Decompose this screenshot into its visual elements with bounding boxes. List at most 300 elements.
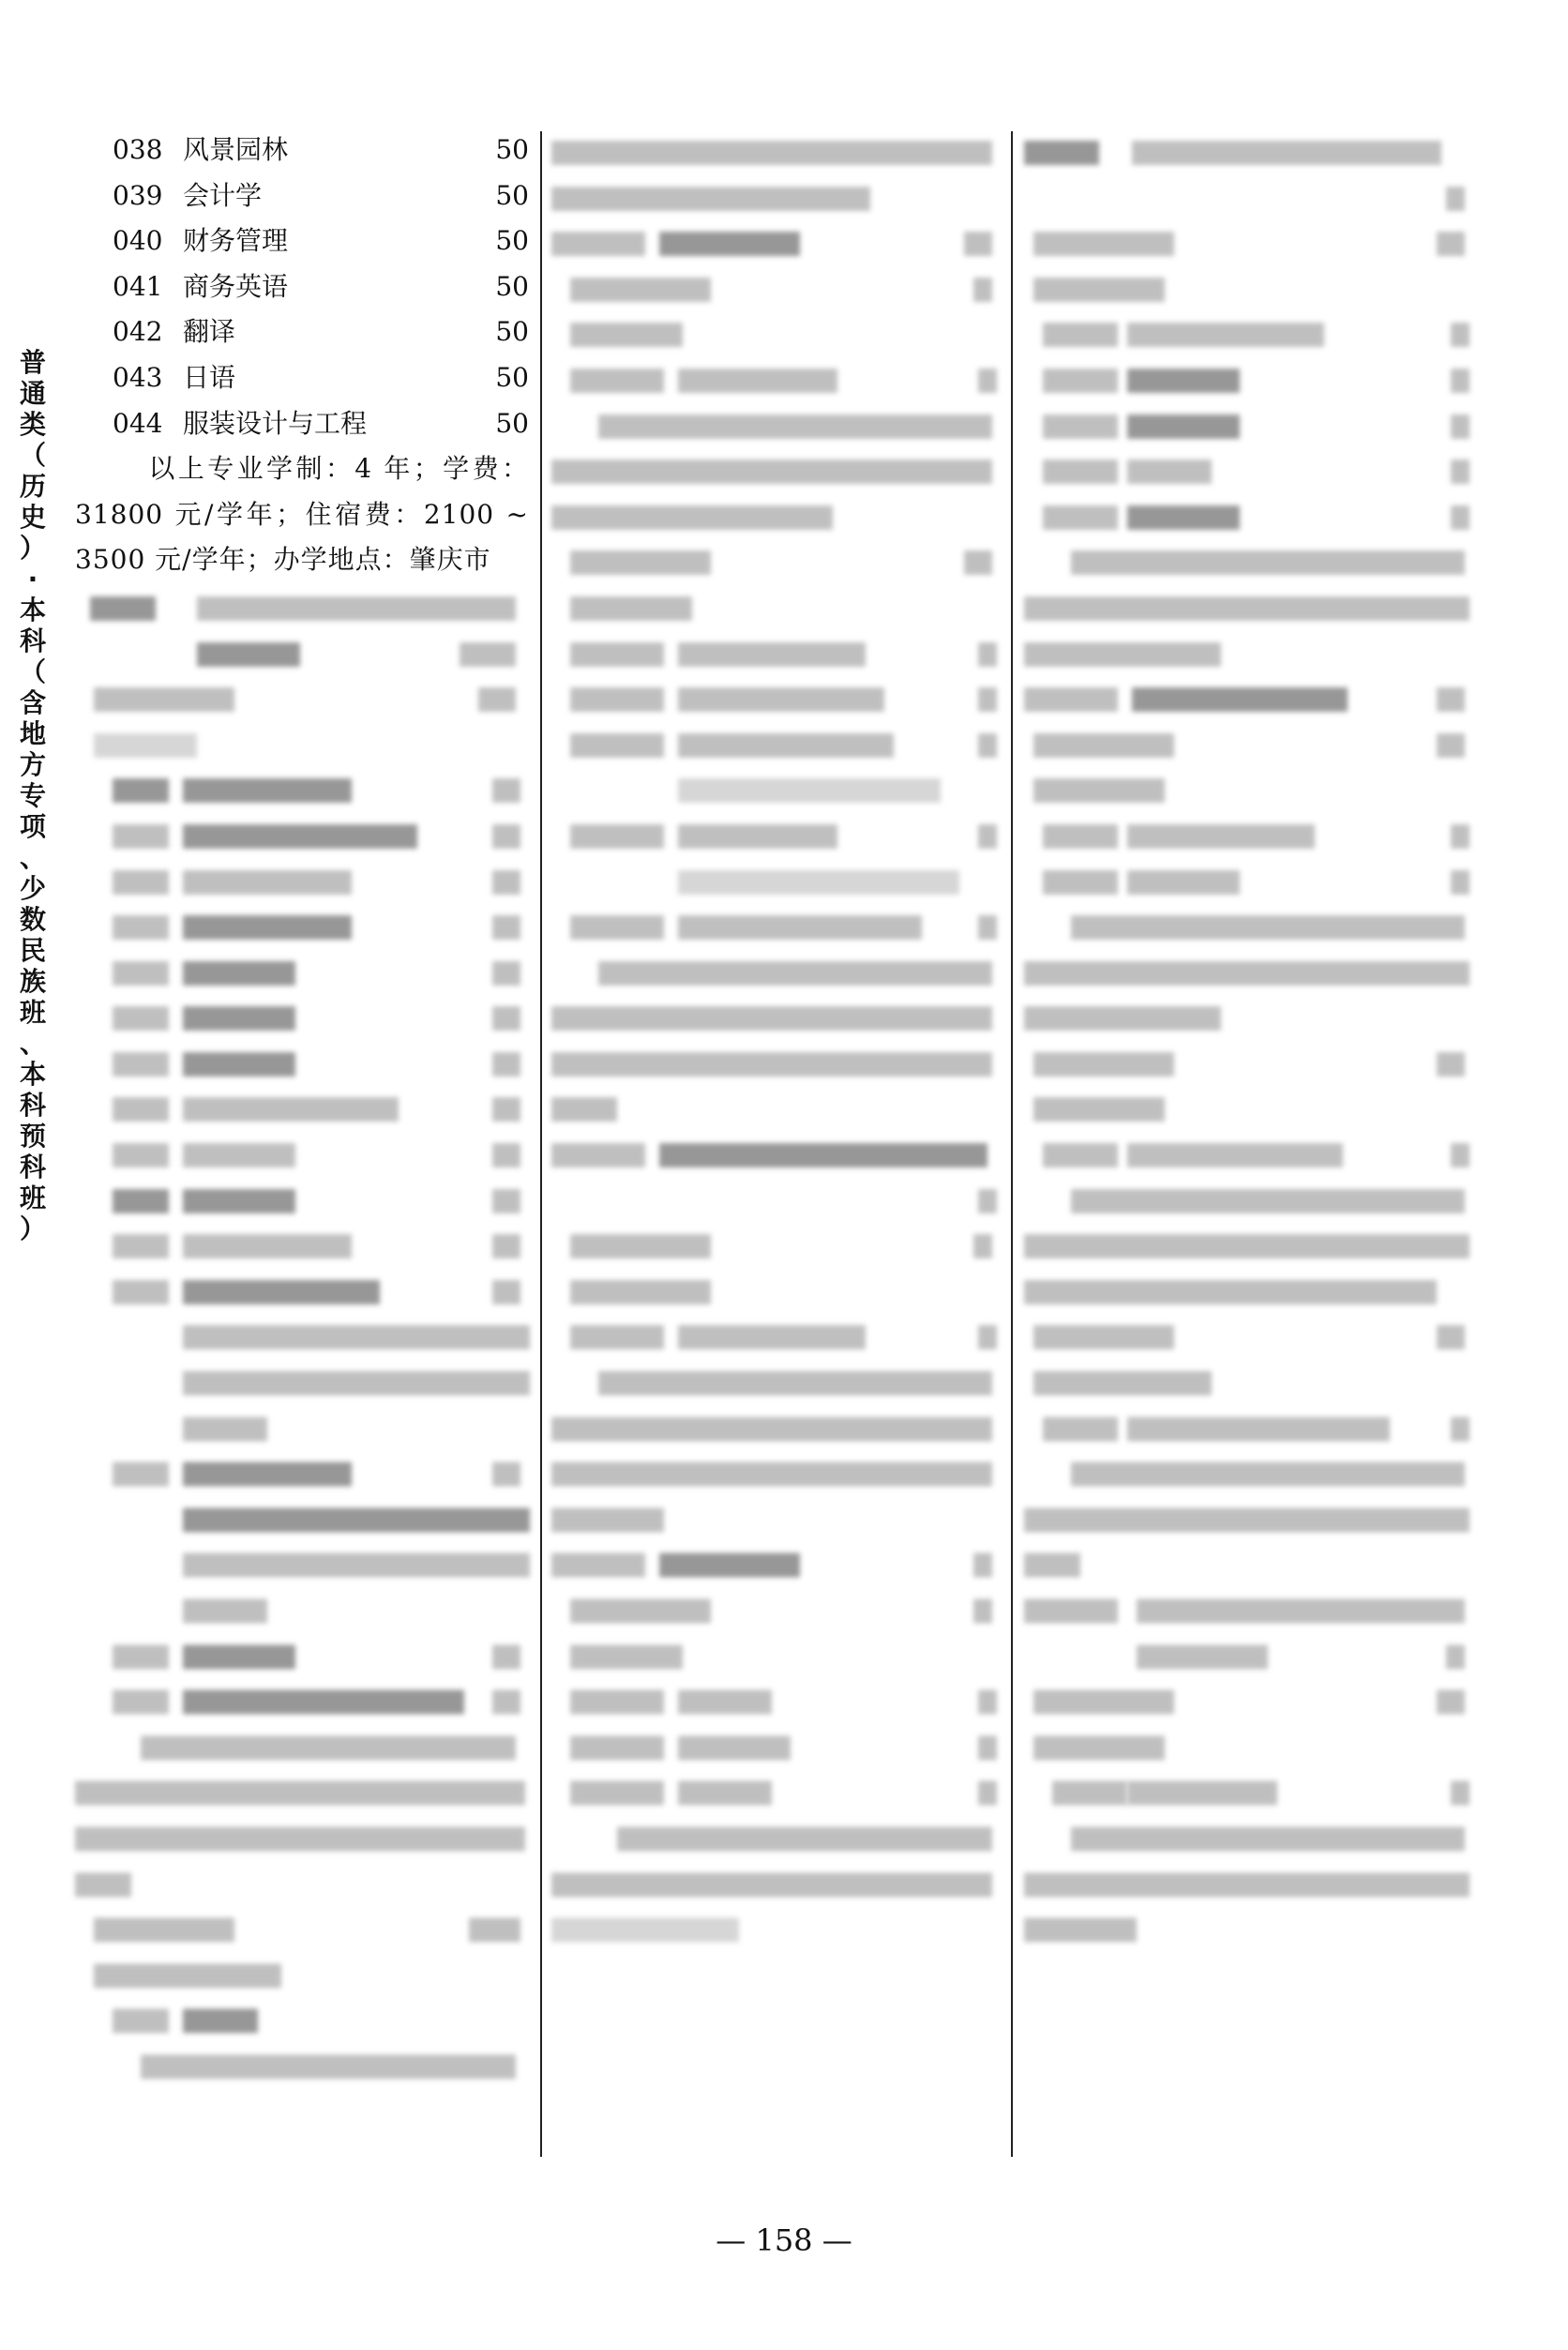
redacted-block bbox=[1137, 1645, 1268, 1669]
redacted-block bbox=[1024, 1873, 1470, 1897]
column-right bbox=[1024, 128, 1474, 1951]
redacted-block bbox=[570, 1736, 664, 1760]
redacted-block bbox=[570, 1234, 711, 1258]
redacted-block bbox=[492, 824, 520, 849]
redacted-block bbox=[113, 1097, 169, 1122]
redacted-line bbox=[75, 1723, 529, 1769]
redacted-block bbox=[1451, 459, 1470, 484]
redacted-line bbox=[1024, 264, 1474, 310]
redacted-block bbox=[1033, 1736, 1165, 1760]
redacted-block bbox=[1451, 1417, 1470, 1441]
program-note-text: 以上专业学制：4 年；学费：31800 元/学年；住宿费：2100 ~ 3500 元/学年；办学地点：肇庆市 bbox=[75, 453, 529, 576]
redacted-block bbox=[1451, 414, 1470, 439]
redacted-block bbox=[678, 778, 941, 803]
redacted-line bbox=[551, 173, 998, 219]
redacted-block bbox=[113, 824, 169, 849]
redacted-line bbox=[1024, 309, 1474, 355]
redacted-block bbox=[1024, 961, 1470, 986]
redacted-block bbox=[1033, 1052, 1174, 1077]
redacted-block bbox=[183, 2009, 258, 2033]
redacted-block bbox=[113, 961, 169, 986]
redacted-block bbox=[460, 642, 516, 667]
redacted-line bbox=[551, 1768, 998, 1814]
major-name: 日语 bbox=[183, 361, 236, 393]
major-row bbox=[75, 218, 529, 264]
redacted-block bbox=[1451, 1781, 1470, 1805]
redacted-block bbox=[551, 1553, 645, 1577]
major-code: 039 bbox=[113, 179, 163, 211]
redacted-block bbox=[113, 1234, 169, 1258]
redacted-line bbox=[551, 765, 998, 811]
redacted-block bbox=[1033, 733, 1174, 758]
redacted-block bbox=[113, 1143, 169, 1167]
redacted-block bbox=[113, 1690, 169, 1714]
redacted-line bbox=[1024, 765, 1474, 811]
redacted-block bbox=[1043, 369, 1118, 393]
redacted-block bbox=[551, 1417, 992, 1441]
redacted-content bbox=[75, 583, 529, 2087]
redacted-block bbox=[1033, 1325, 1174, 1349]
redacted-block bbox=[113, 915, 169, 940]
program-note bbox=[75, 446, 529, 583]
redacted-block bbox=[598, 414, 992, 439]
redacted-line bbox=[75, 583, 529, 629]
redacted-content bbox=[1024, 128, 1474, 1951]
redacted-line bbox=[551, 1404, 998, 1450]
redacted-block bbox=[1033, 1371, 1212, 1395]
redacted-block bbox=[1071, 915, 1465, 940]
redacted-block bbox=[1033, 1690, 1174, 1714]
redacted-block bbox=[183, 1462, 352, 1486]
redacted-block bbox=[973, 1553, 992, 1577]
redacted-block bbox=[570, 915, 664, 940]
redacted-block bbox=[1127, 505, 1240, 530]
redacted-block bbox=[113, 1052, 169, 1077]
redacted-line bbox=[75, 629, 529, 675]
major-count: 50 bbox=[495, 407, 529, 439]
redacted-line bbox=[1024, 720, 1474, 766]
redacted-block bbox=[492, 1189, 520, 1213]
redacted-block bbox=[978, 1690, 997, 1714]
redacted-block bbox=[551, 141, 992, 165]
redacted-line bbox=[551, 1312, 998, 1358]
redacted-block bbox=[973, 1234, 992, 1258]
redacted-block bbox=[1043, 459, 1118, 484]
redacted-block bbox=[551, 1873, 992, 1897]
redacted-line bbox=[551, 1723, 998, 1769]
redacted-block bbox=[1043, 1417, 1118, 1441]
redacted-block bbox=[492, 1234, 520, 1258]
redacted-block bbox=[617, 1827, 992, 1851]
major-row bbox=[75, 355, 529, 401]
redacted-block bbox=[678, 1690, 772, 1714]
redacted-block bbox=[1132, 141, 1441, 165]
major-code: 040 bbox=[113, 225, 163, 257]
redacted-block bbox=[94, 1918, 234, 1942]
redacted-line bbox=[551, 857, 998, 903]
redacted-block bbox=[551, 232, 645, 256]
redacted-line bbox=[75, 1632, 529, 1678]
redacted-block bbox=[1033, 278, 1165, 302]
redacted-block bbox=[113, 1006, 169, 1031]
redacted-block bbox=[1127, 414, 1240, 439]
redacted-block bbox=[1437, 1690, 1465, 1714]
redacted-block bbox=[1043, 870, 1118, 895]
redacted-block bbox=[978, 1781, 997, 1805]
redacted-block bbox=[183, 824, 417, 849]
redacted-line bbox=[1024, 1267, 1474, 1313]
redacted-block bbox=[183, 1599, 267, 1623]
redacted-block bbox=[183, 1325, 530, 1349]
redacted-line bbox=[1024, 1176, 1474, 1222]
redacted-block bbox=[1024, 642, 1221, 667]
redacted-block bbox=[570, 1781, 664, 1805]
redacted-block bbox=[570, 369, 664, 393]
redacted-line bbox=[1024, 446, 1474, 492]
major-count: 50 bbox=[495, 361, 529, 393]
redacted-line bbox=[75, 674, 529, 720]
redacted-block bbox=[492, 1143, 520, 1167]
redacted-block bbox=[492, 961, 520, 986]
redacted-block bbox=[90, 596, 156, 621]
redacted-line bbox=[1024, 1677, 1474, 1723]
major-name: 财务管理 bbox=[183, 225, 289, 257]
redacted-block bbox=[570, 323, 683, 347]
redacted-line bbox=[551, 1267, 998, 1313]
redacted-block bbox=[183, 1143, 295, 1167]
major-row bbox=[75, 173, 529, 219]
redacted-block bbox=[478, 687, 516, 712]
redacted-block bbox=[183, 1006, 295, 1031]
redacted-block bbox=[1071, 1189, 1465, 1213]
redacted-block bbox=[469, 1918, 520, 1942]
redacted-line bbox=[551, 1677, 998, 1723]
redacted-line bbox=[551, 1221, 998, 1267]
redacted-line bbox=[75, 1540, 529, 1586]
redacted-line bbox=[551, 1084, 998, 1130]
redacted-block bbox=[678, 870, 959, 895]
redacted-block bbox=[570, 1325, 664, 1349]
redacted-block bbox=[1127, 1417, 1390, 1441]
redacted-block bbox=[183, 1280, 380, 1304]
redacted-line bbox=[551, 583, 998, 629]
redacted-block bbox=[1127, 323, 1324, 347]
column-left bbox=[75, 128, 529, 2087]
redacted-block bbox=[973, 278, 992, 302]
redacted-block bbox=[1451, 870, 1470, 895]
redacted-line bbox=[75, 1084, 529, 1130]
redacted-block bbox=[551, 1508, 664, 1532]
redacted-block bbox=[978, 687, 997, 712]
redacted-line bbox=[551, 537, 998, 583]
redacted-block bbox=[492, 1052, 520, 1077]
redacted-line bbox=[1024, 1221, 1474, 1267]
redacted-line bbox=[75, 948, 529, 994]
redacted-line bbox=[551, 401, 998, 447]
redacted-block bbox=[1127, 1781, 1277, 1805]
redacted-line bbox=[551, 948, 998, 994]
redacted-block bbox=[75, 1781, 525, 1805]
redacted-line bbox=[75, 1449, 529, 1495]
redacted-block bbox=[1451, 824, 1470, 849]
redacted-block bbox=[598, 961, 992, 986]
redacted-line bbox=[551, 1130, 998, 1176]
redacted-line bbox=[551, 629, 998, 675]
redacted-block bbox=[551, 1918, 739, 1942]
redacted-block bbox=[1024, 141, 1099, 165]
redacted-block bbox=[1024, 1599, 1118, 1623]
redacted-block bbox=[570, 824, 664, 849]
redacted-line bbox=[75, 1586, 529, 1632]
redacted-block bbox=[492, 1645, 520, 1669]
redacted-block bbox=[551, 1006, 992, 1031]
redacted-block bbox=[183, 1052, 295, 1077]
redacted-block bbox=[1033, 1097, 1165, 1122]
column-divider bbox=[1011, 131, 1013, 2157]
redacted-line bbox=[1024, 1586, 1474, 1632]
redacted-line bbox=[1024, 128, 1474, 173]
redacted-line bbox=[1024, 583, 1474, 629]
redacted-block bbox=[492, 1280, 520, 1304]
redacted-block bbox=[1033, 778, 1165, 803]
redacted-block bbox=[964, 550, 992, 575]
redacted-line bbox=[75, 1312, 529, 1358]
redacted-block bbox=[183, 1234, 352, 1258]
redacted-block bbox=[1451, 1143, 1470, 1167]
redacted-block bbox=[113, 870, 169, 895]
redacted-block bbox=[492, 1006, 520, 1031]
redacted-line bbox=[1024, 1312, 1474, 1358]
redacted-line bbox=[1024, 1905, 1474, 1951]
major-code: 042 bbox=[113, 316, 163, 348]
redacted-line bbox=[1024, 401, 1474, 447]
redacted-block bbox=[113, 1280, 169, 1304]
redacted-block bbox=[570, 596, 692, 621]
redacted-line bbox=[1024, 1084, 1474, 1130]
redacted-block bbox=[678, 1736, 791, 1760]
redacted-block bbox=[94, 733, 197, 758]
redacted-line bbox=[1024, 1449, 1474, 1495]
redacted-block bbox=[570, 1645, 683, 1669]
major-name: 会计学 bbox=[183, 179, 263, 211]
redacted-block bbox=[1437, 1325, 1465, 1349]
redacted-block bbox=[1451, 505, 1470, 530]
redacted-line bbox=[551, 1814, 998, 1860]
redacted-block bbox=[964, 232, 992, 256]
redacted-line bbox=[75, 993, 529, 1039]
redacted-block bbox=[1446, 1645, 1465, 1669]
redacted-line bbox=[1024, 1130, 1474, 1176]
redacted-block bbox=[113, 1462, 169, 1486]
redacted-block bbox=[570, 1280, 711, 1304]
redacted-line bbox=[75, 1860, 529, 1906]
redacted-block bbox=[1024, 1234, 1470, 1258]
redacted-block bbox=[492, 915, 520, 940]
major-row bbox=[75, 128, 529, 173]
redacted-block bbox=[551, 505, 833, 530]
redacted-block bbox=[1052, 1781, 1127, 1805]
redacted-block bbox=[75, 1827, 525, 1851]
redacted-block bbox=[978, 1736, 997, 1760]
redacted-block bbox=[1033, 232, 1174, 256]
redacted-block bbox=[141, 1736, 516, 1760]
redacted-line bbox=[1024, 902, 1474, 948]
redacted-line bbox=[75, 1905, 529, 1951]
redacted-line bbox=[1024, 173, 1474, 219]
redacted-block bbox=[94, 1964, 281, 1988]
redacted-block bbox=[183, 1371, 530, 1395]
redacted-line bbox=[551, 1540, 998, 1586]
redacted-line bbox=[551, 811, 998, 857]
redacted-block bbox=[659, 1553, 800, 1577]
redacted-block bbox=[492, 1097, 520, 1122]
redacted-block bbox=[492, 1462, 520, 1486]
redacted-block bbox=[492, 1690, 520, 1714]
redacted-line bbox=[1024, 1814, 1474, 1860]
major-count: 50 bbox=[495, 134, 529, 165]
redacted-line bbox=[1024, 1358, 1474, 1404]
redacted-line bbox=[75, 902, 529, 948]
redacted-block bbox=[978, 642, 997, 667]
redacted-block bbox=[570, 278, 711, 302]
redacted-block bbox=[659, 1143, 988, 1167]
redacted-block bbox=[183, 870, 352, 895]
redacted-block bbox=[113, 778, 169, 803]
redacted-block bbox=[1127, 369, 1240, 393]
redacted-block bbox=[183, 915, 352, 940]
redacted-line bbox=[551, 1905, 998, 1951]
redacted-block bbox=[183, 1189, 295, 1213]
redacted-line bbox=[75, 1677, 529, 1723]
major-count: 50 bbox=[495, 316, 529, 348]
redacted-line bbox=[551, 1176, 998, 1222]
redacted-block bbox=[1024, 1918, 1137, 1942]
major-code: 041 bbox=[113, 270, 163, 302]
redacted-line bbox=[75, 1768, 529, 1814]
redacted-block bbox=[1071, 550, 1465, 575]
redacted-block bbox=[978, 733, 997, 758]
redacted-block bbox=[183, 1553, 530, 1577]
redacted-block bbox=[1043, 414, 1118, 439]
redacted-block bbox=[678, 642, 866, 667]
redacted-line bbox=[1024, 1540, 1474, 1586]
redacted-block bbox=[551, 187, 870, 211]
major-count: 50 bbox=[495, 225, 529, 257]
redacted-line bbox=[1024, 537, 1474, 583]
redacted-block bbox=[551, 1097, 617, 1122]
redacted-block bbox=[678, 915, 922, 940]
redacted-line bbox=[75, 811, 529, 857]
redacted-line bbox=[551, 1449, 998, 1495]
redacted-block bbox=[1024, 687, 1118, 712]
redacted-block bbox=[678, 1781, 772, 1805]
redacted-line bbox=[551, 1586, 998, 1632]
redacted-line bbox=[1024, 1723, 1474, 1769]
major-row bbox=[75, 309, 529, 355]
redacted-line bbox=[75, 765, 529, 811]
redacted-block bbox=[1024, 596, 1470, 621]
redacted-line bbox=[75, 1814, 529, 1860]
redacted-line bbox=[551, 1860, 998, 1906]
redacted-block bbox=[598, 1371, 992, 1395]
column-middle bbox=[551, 128, 998, 1951]
redacted-block bbox=[570, 1599, 711, 1623]
redacted-line bbox=[75, 1358, 529, 1404]
redacted-line bbox=[1024, 811, 1474, 857]
major-name: 翻译 bbox=[183, 316, 236, 348]
redacted-line bbox=[1024, 1768, 1474, 1814]
redacted-block bbox=[1127, 824, 1315, 849]
redacted-line bbox=[551, 1495, 998, 1541]
redacted-block bbox=[183, 1097, 399, 1122]
redacted-block bbox=[183, 778, 352, 803]
redacted-line bbox=[551, 446, 998, 492]
redacted-block bbox=[1024, 1280, 1437, 1304]
redacted-block bbox=[113, 1189, 169, 1213]
redacted-block bbox=[197, 596, 516, 621]
major-row bbox=[75, 264, 529, 310]
redacted-block bbox=[1451, 369, 1470, 393]
column-divider bbox=[540, 131, 542, 2157]
redacted-line bbox=[551, 902, 998, 948]
redacted-block bbox=[1437, 1052, 1465, 1077]
redacted-block bbox=[141, 2055, 516, 2079]
redacted-line bbox=[551, 355, 998, 401]
redacted-line bbox=[1024, 1495, 1474, 1541]
redacted-line bbox=[551, 993, 998, 1039]
major-code: 038 bbox=[113, 134, 163, 165]
redacted-block bbox=[1071, 1462, 1465, 1486]
redacted-block bbox=[1043, 323, 1118, 347]
redacted-block bbox=[1024, 1553, 1080, 1577]
redacted-line bbox=[551, 218, 998, 264]
redacted-line bbox=[1024, 948, 1474, 994]
redacted-line bbox=[551, 1358, 998, 1404]
redacted-block bbox=[570, 687, 664, 712]
redacted-block bbox=[570, 1690, 664, 1714]
redacted-line bbox=[75, 1495, 529, 1541]
redacted-block bbox=[492, 778, 520, 803]
major-count: 50 bbox=[495, 179, 529, 211]
redacted-content bbox=[551, 128, 998, 1951]
major-name: 服装设计与工程 bbox=[183, 407, 368, 439]
redacted-line bbox=[551, 1632, 998, 1678]
redacted-block bbox=[1137, 1599, 1465, 1623]
side-category-label: 普 通 类 （ 历 史 ） · 本 科 （ 含 地 方 专 项 、 少 数 民 族 班 、 本 科 预 科 班 ） bbox=[19, 347, 46, 1244]
redacted-block bbox=[978, 1189, 997, 1213]
redacted-line bbox=[551, 128, 998, 173]
redacted-line bbox=[75, 857, 529, 903]
redacted-line bbox=[1024, 1404, 1474, 1450]
redacted-block bbox=[1437, 687, 1465, 712]
redacted-line bbox=[1024, 629, 1474, 675]
redacted-block bbox=[678, 733, 894, 758]
redacted-block bbox=[1437, 733, 1465, 758]
redacted-line bbox=[75, 2041, 529, 2087]
redacted-line bbox=[75, 720, 529, 766]
page-number: — 158 — bbox=[716, 2222, 852, 2258]
redacted-block bbox=[183, 1417, 267, 1441]
redacted-block bbox=[678, 824, 837, 849]
redacted-line bbox=[1024, 857, 1474, 903]
redacted-line bbox=[551, 309, 998, 355]
redacted-block bbox=[1437, 232, 1465, 256]
redacted-block bbox=[678, 1325, 866, 1349]
redacted-line bbox=[551, 264, 998, 310]
redacted-block bbox=[183, 1645, 295, 1669]
redacted-block bbox=[113, 1645, 169, 1669]
redacted-block bbox=[978, 369, 997, 393]
